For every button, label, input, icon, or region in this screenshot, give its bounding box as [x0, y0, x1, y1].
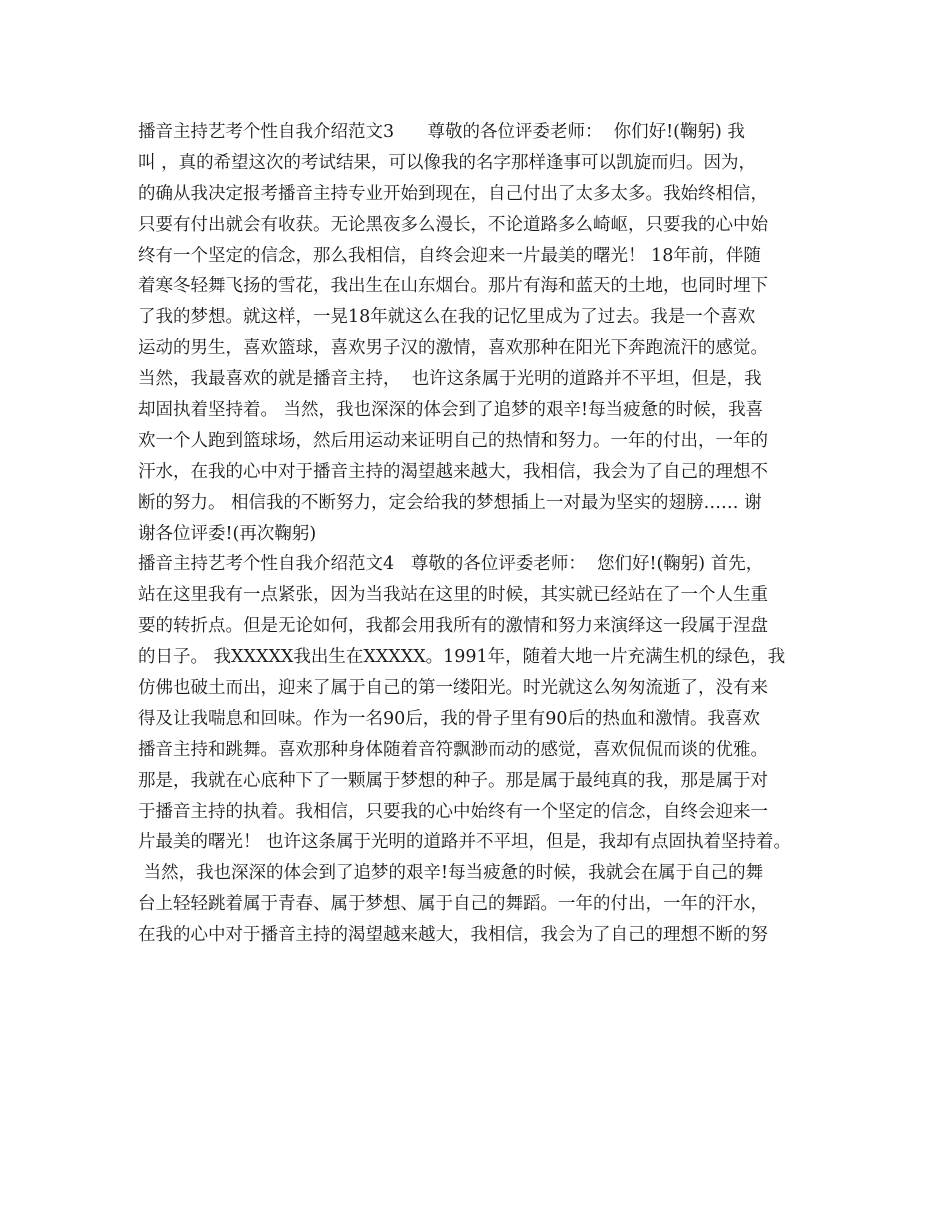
- body-text: [138, 117, 828, 951]
- text-line: 却固执着坚持着。 当然，我也深深的体会到了追梦的艰辛!每当疲惫的时候，我喜: [138, 400, 764, 421]
- text-line: 要的转折点。但是无论如何，我都会用我所有的激情和努力来演绎这一段属于涅盘: [138, 616, 768, 637]
- text-line: 了我的梦想。就这样，一晃18年就这么在我的记忆里成为了过去。我是一个喜欢: [138, 307, 756, 328]
- text-line: 叫 ，真的希望这次的考试结果，可以像我的名字那样逢事可以凯旋而归。因为，: [138, 152, 757, 173]
- text-line: 汗水，在我的心中对于播音主持的渴望越来越大，我相信，我会为了自己的理想不: [138, 461, 768, 482]
- text-line: 于播音主持的执着。我相信，只要我的心中始终有一个坚定的信念，自终会迎来一: [138, 801, 768, 822]
- text-line: 运动的男生，喜欢篮球，喜欢男子汉的激情，喜欢那种在阳光下奔跑流汗的感觉。: [138, 338, 768, 359]
- text-line: 片最美的曙光！ 也许这条属于光明的道路并不平坦，但是，我却有点固执着坚持着。: [138, 832, 792, 853]
- text-line: 着寒冬轻舞飞扬的雪花，我出生在山东烟台。那片有海和蓝天的土地，也同时埋下: [138, 276, 768, 297]
- text-line: 断的努力。 相信我的不断努力，定会给我的梦想插上一对最为坚实的翅膀…… 谢: [138, 492, 762, 513]
- text-line: 在我的心中对于播音主持的渴望越来越大，我相信，我会为了自己的理想不断的努: [138, 925, 768, 946]
- text-line: 当然，我也深深的体会到了追梦的艰辛!每当疲惫的时候，我就会在属于自己的舞: [138, 863, 764, 884]
- text-line: 播音主持艺考个性自我介绍范文4 尊敬的各位评委老师： 您们好!(鞠躬) 首先，: [138, 554, 764, 575]
- text-line: 那是，我就在心底种下了一颗属于梦想的种子。那是属于最纯真的我，那是属于对: [138, 770, 768, 791]
- text-line: 谢各位评委!(再次鞠躬): [138, 523, 317, 544]
- text-line: 播音主持艺考个性自我介绍范文3 尊敬的各位评委老师： 你们好!(鞠躬) 我: [138, 122, 745, 142]
- text-line: 台上轻轻跳着属于青春、属于梦想、属于自己的舞蹈。一年的付出，一年的汗水，: [138, 894, 768, 915]
- text-line: 得及让我喘息和回味。作为一名90后，我的骨子里有90后的热血和激情。我喜欢: [138, 708, 761, 729]
- text-line: 的日子。 我XXXXX我出生在XXXXX。1991年，随着大地一片充满生机的绿色，我: [138, 647, 786, 668]
- text-line: 仿佛也破土而出，迎来了属于自己的第一缕阳光。时光就这么匆匆流逝了，没有来: [138, 678, 768, 699]
- text-line: 播音主持和跳舞。喜欢那种身体随着音符飘渺而动的感觉，喜欢侃侃而谈的优雅。: [138, 739, 768, 760]
- text-line: 只要有付出就会有收获。无论黑夜多么漫长，不论道路多么崎岖，只要我的心中始: [138, 214, 768, 235]
- text-line: 站在这里我有一点紧张，因为当我站在这里的时候，其实就已经站在了一个人生重: [138, 585, 768, 606]
- text-line: 终有一个坚定的信念，那么我相信，自终会迎来一片最美的曙光！ 18年前，伴随: [138, 245, 761, 266]
- text-line: 欢一个人跑到篮球场，然后用运动来证明自己的热情和努力。一年的付出，一年的: [138, 430, 768, 451]
- text-line: 当然，我最喜欢的就是播音主持， 也许这条属于光明的道路并不平坦，但是，我: [138, 369, 762, 390]
- text-line: 的确从我决定报考播音主持专业开始到现在，自己付出了太多太多。我始终相信，: [138, 183, 768, 204]
